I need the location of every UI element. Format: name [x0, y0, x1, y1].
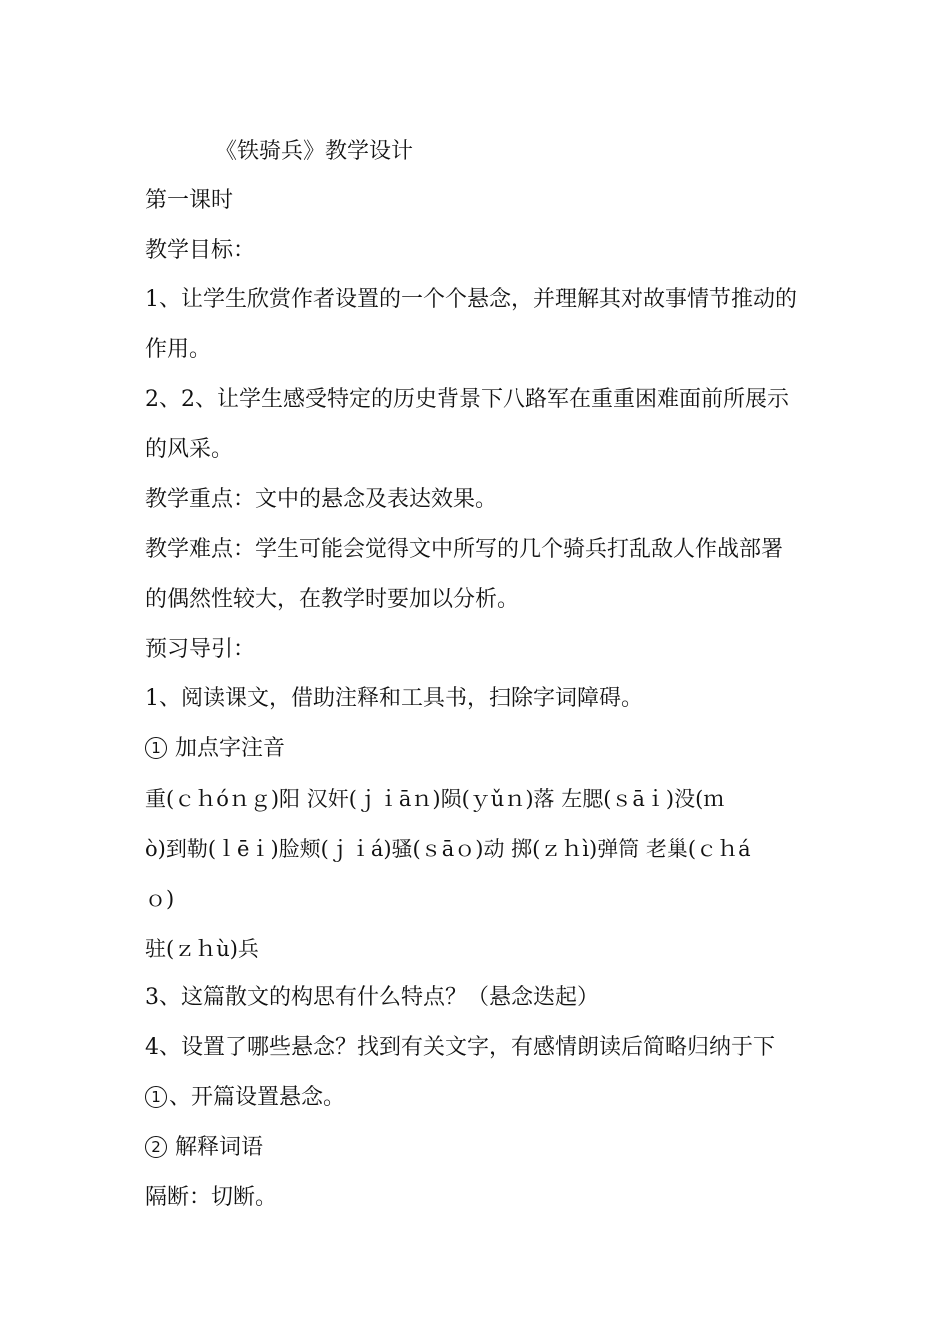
circled-number-2: 2 — [145, 1136, 167, 1158]
sub-item-vocab-text: 解释词语 — [175, 1135, 264, 1160]
preview-item-4: 4、设置了哪些悬念？找到有关文字，有感情朗读后简略归纳于下 — [145, 1035, 775, 1060]
objective-2-line-2: 的风采。 — [145, 437, 234, 462]
sub-item-pinyin-text: 加点字注音 — [175, 736, 286, 761]
preview-heading: 预习导引： — [145, 637, 256, 662]
document-title: 《铁骑兵》教学设计 — [215, 139, 414, 164]
objective-1-line-1: 1、让学生欣赏作者设置的一个个悬念，并理解其对故事情节推动的 — [145, 287, 797, 312]
preview-item-3: 3、这篇散文的构思有什么特点？（悬念迭起） — [145, 985, 599, 1010]
difficulty-line-2: 的偶然性较大，在教学时要加以分析。 — [145, 587, 520, 612]
sub-item-pinyin — [145, 734, 815, 764]
preview-item-1: 1、阅读课文，借助注释和工具书，扫除字词障碍。 — [145, 686, 643, 711]
objectives-heading: 教学目标： — [145, 238, 256, 263]
circled-number-1: 1 — [145, 1086, 167, 1108]
definition-1: 隔断：切断。 — [145, 1185, 278, 1210]
lesson-label: 第一课时 — [145, 188, 234, 213]
sub-item-vocab — [145, 1133, 815, 1163]
pinyin-line-1: 重(ｃｈóｎｇ)阳 汉奸(ｊｉāｎ)陨(ｙǔｎ)落 左腮(ｓāｉ)没(ｍ — [145, 787, 725, 811]
sub-item-opening-text: 、开篇设置悬念。 — [169, 1085, 346, 1110]
pinyin-line-4: 驻(ｚｈù)兵 — [145, 937, 259, 961]
objective-1-line-2: 作用。 — [145, 337, 212, 362]
difficulty-line-1: 教学难点：学生可能会觉得文中所写的几个骑兵打乱敌人作战部署 — [145, 537, 784, 562]
sub-item-opening — [145, 1083, 815, 1113]
pinyin-line-3: ｏ) — [145, 887, 175, 911]
key-point: 教学重点：文中的悬念及表达效果。 — [145, 487, 498, 512]
objective-2-line-1: 2、2、让学生感受特定的历史背景下八路军在重重困难面前所展示 — [145, 387, 789, 412]
pinyin-line-2: ò)到勒(ｌēｉ)脸颊(ｊｉá)骚(ｓāｏ)动 掷(ｚｈì)弹筒 老巢(ｃｈá — [145, 837, 751, 861]
circled-number-1: 1 — [145, 737, 167, 759]
